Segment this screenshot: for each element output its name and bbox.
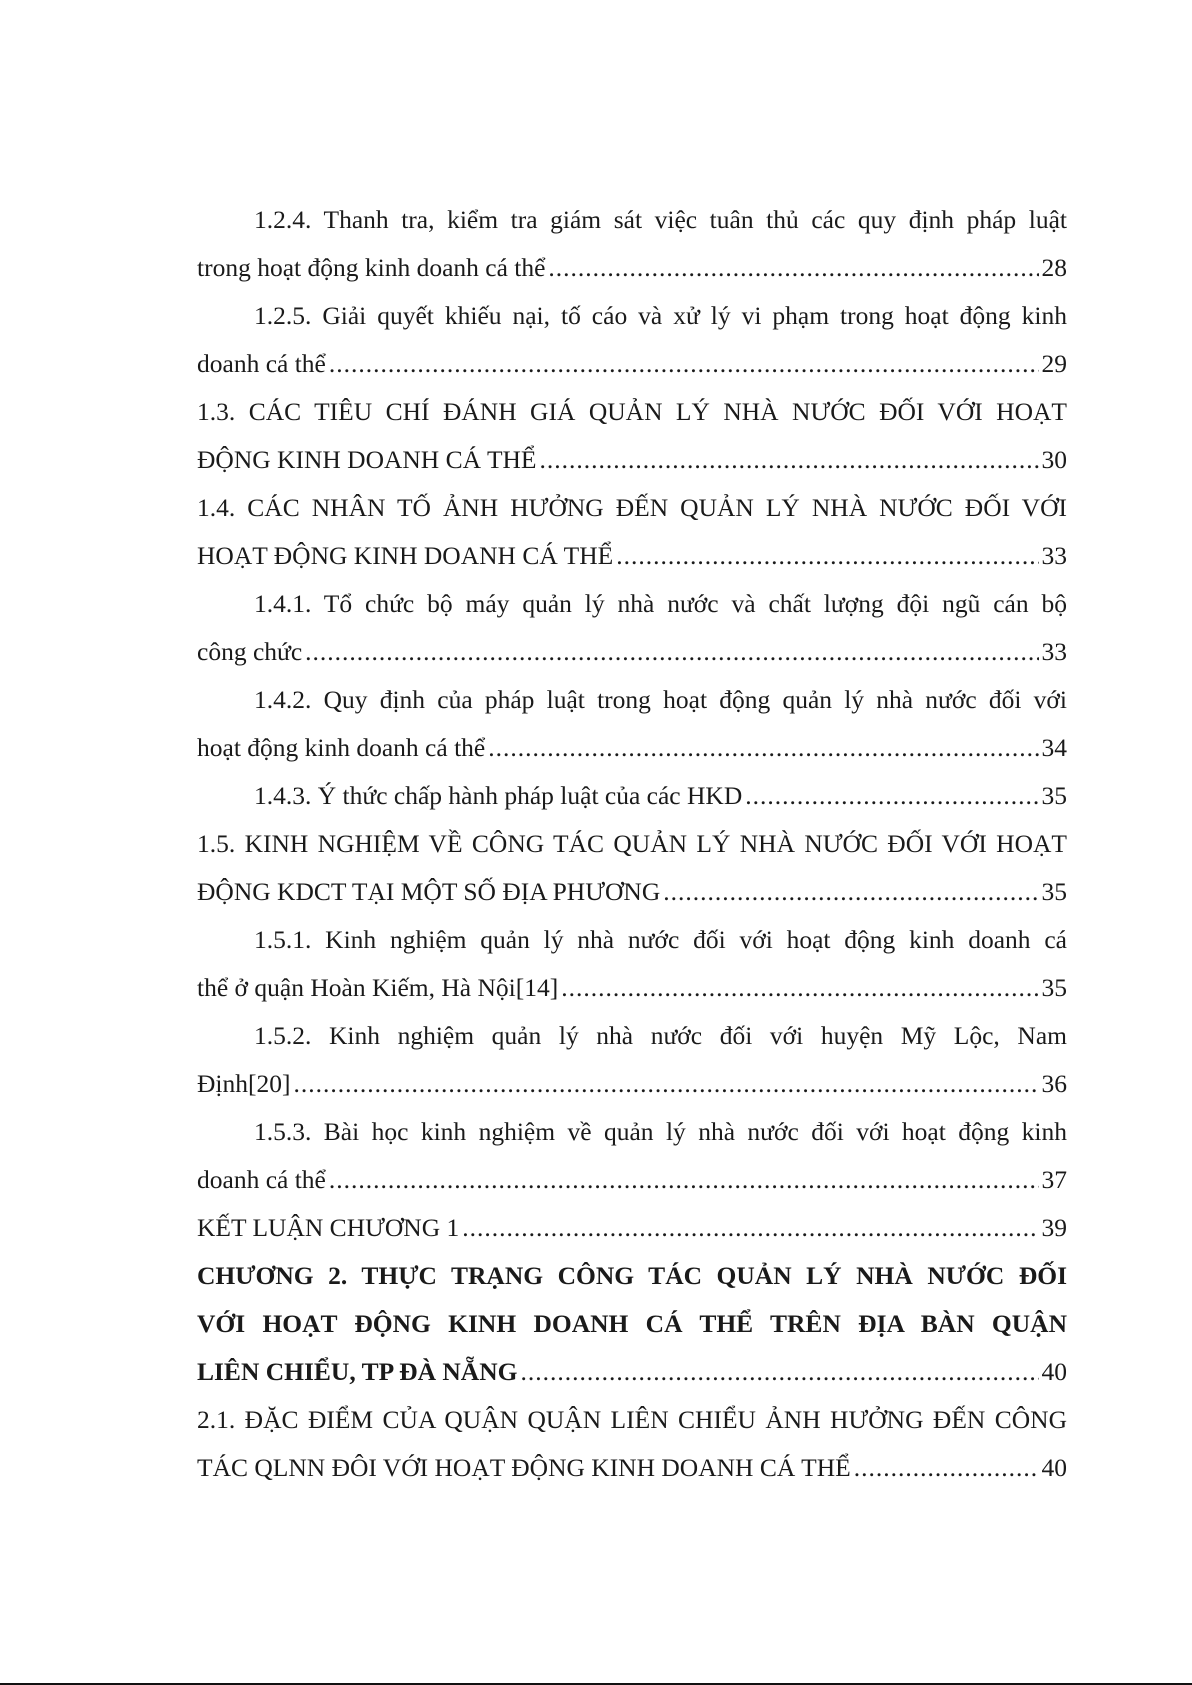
dot-leader	[305, 628, 1038, 676]
dot-leader	[616, 532, 1038, 580]
dot-leader	[488, 724, 1038, 772]
toc-page-number: 29	[1041, 349, 1067, 378]
toc-entry	[197, 1012, 1067, 1108]
toc-chapter-entry	[197, 1252, 1067, 1396]
toc-page-number: 37	[1041, 1165, 1067, 1194]
toc-entry-title: 1.4.1. Tổ chức bộ máy quản lý nhà nước và chất lượng đội ngũ cán bộ	[254, 589, 1067, 618]
dot-leader	[548, 244, 1038, 292]
toc-entry-title-end: LIÊN CHIỂU, TP ĐÀ NẴNG	[197, 1357, 518, 1386]
toc-entry-title-end: doanh cá thể	[197, 349, 326, 378]
toc-entry-title-end: ĐỘNG KDCT TẠI MỘT SỐ ĐỊA PHƯƠNG	[197, 877, 661, 906]
toc-page-number: 36	[1041, 1069, 1067, 1098]
toc-page-number: 35	[1041, 781, 1067, 810]
toc-page-number: 39	[1041, 1213, 1067, 1242]
table-of-contents	[197, 196, 1067, 1492]
dot-leader	[854, 1444, 1039, 1492]
toc-entry-title-end: trong hoạt động kinh doanh cá thể	[197, 253, 546, 282]
toc-entry-title: 1.4. CÁC NHÂN TỐ ẢNH HƯỞNG ĐẾN QUẢN LÝ NHÀ NƯỚC ĐỐI VỚI	[197, 493, 1067, 522]
toc-entry-title: 2.1. ĐẶC ĐIỂM CỦA QUẬN QUẬN LIÊN CHIỂU ẢNH HƯỞNG ĐẾN CÔNG	[197, 1405, 1067, 1434]
toc-entry-title: CHƯƠNG 2. THỰC TRẠNG CÔNG TÁC QUẢN LÝ NHÀ NƯỚC ĐỐI	[197, 1261, 1067, 1290]
toc-page-number: 28	[1041, 253, 1067, 282]
toc-entry-title: 1.2.5. Giải quyết khiếu nại, tố cáo và xử lý vi phạm trong hoạt động kinh	[254, 301, 1067, 330]
toc-entry-title-end: TÁC QLNN ĐÔI VỚI HOẠT ĐỘNG KINH DOANH CÁ THỂ	[197, 1453, 851, 1482]
toc-entry-title: 1.5.3. Bài học kinh nghiệm về quản lý nhà nước đối với hoạt động kinh	[254, 1117, 1067, 1146]
dot-leader	[329, 340, 1039, 388]
toc-entry-title: 1.4.3. Ý thức chấp hành pháp luật của các HKD	[254, 781, 743, 810]
toc-entry	[197, 820, 1067, 916]
toc-entry-title-end: doanh cá thể	[197, 1165, 326, 1194]
toc-entry	[197, 484, 1067, 580]
toc-entry-title: 1.5.1. Kinh nghiệm quản lý nhà nước đối với hoạt động kinh doanh cá	[254, 925, 1067, 954]
toc-page-number: 40	[1041, 1453, 1067, 1482]
dot-leader	[540, 436, 1039, 484]
toc-entry	[197, 916, 1067, 1012]
dot-leader	[745, 772, 1038, 820]
dot-leader	[520, 1348, 1038, 1396]
toc-entry	[197, 1396, 1067, 1492]
dot-leader	[561, 964, 1038, 1012]
toc-page-number: 30	[1041, 445, 1067, 474]
toc-entry	[197, 388, 1067, 484]
dot-leader	[293, 1060, 1038, 1108]
toc-entry	[197, 292, 1067, 388]
toc-page-number: 34	[1041, 733, 1067, 762]
toc-entry-title-end: HOẠT ĐỘNG KINH DOANH CÁ THỂ	[197, 541, 614, 570]
toc-entry-title: 1.5.2. Kinh nghiệm quản lý nhà nước đối với huyện Mỹ Lộc, Nam	[254, 1021, 1067, 1050]
dot-leader	[663, 868, 1038, 916]
toc-page-number: 35	[1041, 877, 1067, 906]
toc-entry-title-end: công chức	[197, 637, 303, 666]
toc-entry-title-end: Định[20]	[197, 1069, 291, 1098]
toc-entry	[197, 1204, 1067, 1252]
toc-page-number: 33	[1041, 637, 1067, 666]
toc-entry	[197, 772, 1067, 820]
dot-leader	[329, 1156, 1039, 1204]
toc-entry	[197, 580, 1067, 676]
toc-entry	[197, 1108, 1067, 1204]
toc-page-number: 35	[1041, 973, 1067, 1002]
toc-entry	[197, 196, 1067, 292]
toc-entry-title: 1.3. CÁC TIÊU CHÍ ĐÁNH GIÁ QUẢN LÝ NHÀ NƯỚC ĐỐI VỚI HOẠT	[197, 397, 1067, 426]
toc-entry-title-end: hoạt động kinh doanh cá thể	[197, 733, 486, 762]
toc-entry	[197, 676, 1067, 772]
toc-entry-title-end: ĐỘNG KINH DOANH CÁ THỂ	[197, 445, 537, 474]
toc-entry-title-middle: VỚI HOẠT ĐỘNG KINH DOANH CÁ THỂ TRÊN ĐỊA BÀN QUẬN	[197, 1309, 1067, 1338]
toc-entry-title-end: thể ở quận Hoàn Kiếm, Hà Nội[14]	[197, 973, 559, 1002]
toc-entry-title: 1.2.4. Thanh tra, kiểm tra giám sát việc tuân thủ các quy định pháp luật	[254, 205, 1067, 234]
toc-entry-title: 1.5. KINH NGHIỆM VỀ CÔNG TÁC QUẢN LÝ NHÀ NƯỚC ĐỐI VỚI HOẠT	[197, 829, 1067, 858]
toc-entry-title: KẾT LUẬN CHƯƠNG 1	[197, 1213, 460, 1242]
toc-page-number: 33	[1041, 541, 1067, 570]
dot-leader	[462, 1204, 1038, 1252]
toc-page-number: 40	[1041, 1357, 1067, 1386]
toc-entry-title: 1.4.2. Quy định của pháp luật trong hoạt động quản lý nhà nước đối với	[254, 685, 1067, 714]
